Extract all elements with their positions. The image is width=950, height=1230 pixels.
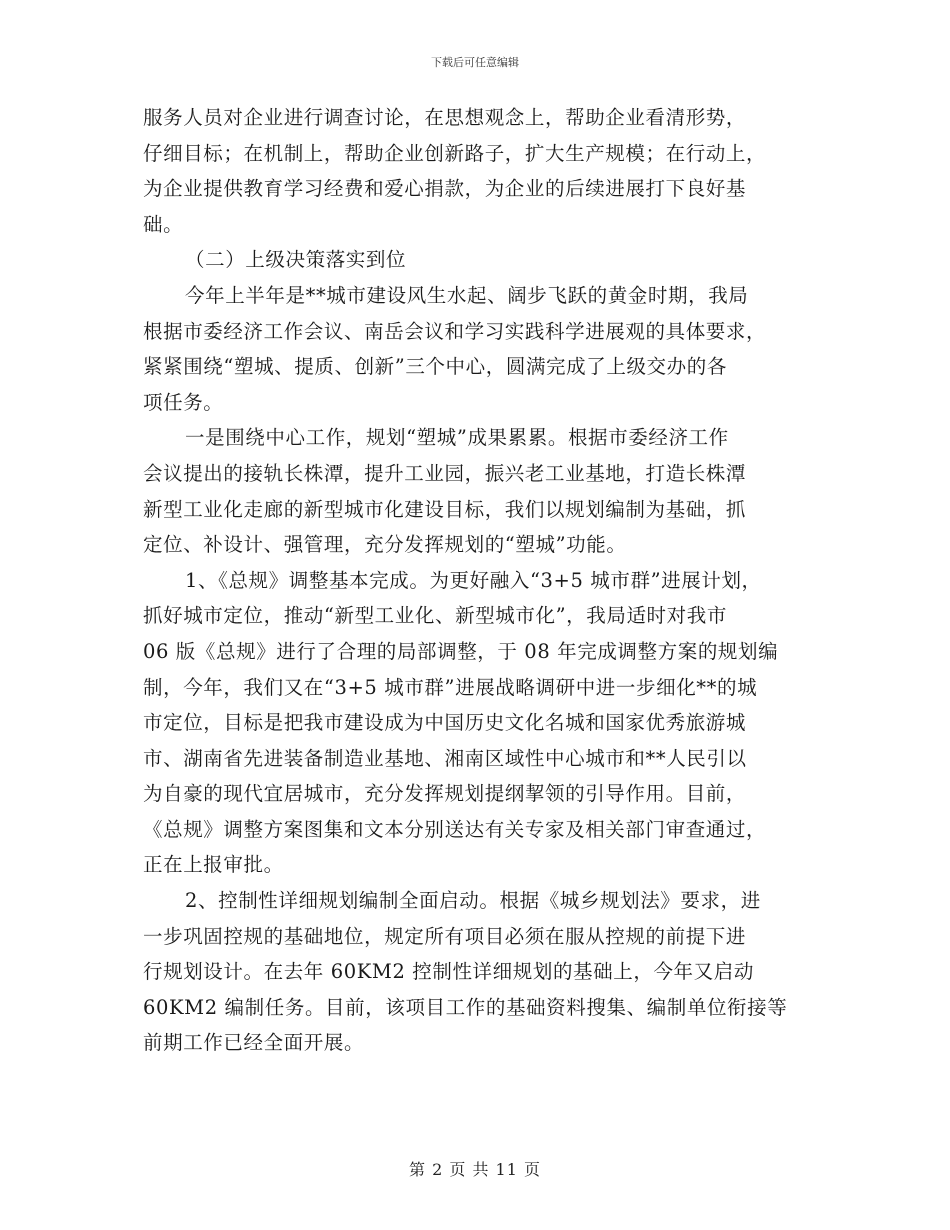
body-line: 前期工作已经全面开展。 [143, 1031, 365, 1055]
paragraph-first-line: 今年上半年是**城市建设风生水起、阔步飞跃的黄金时期，我局 [185, 283, 749, 307]
body-line: 市、湖南省先进装备制造业基地、湘南区域性中心城市和**人民引以 [143, 746, 747, 770]
body-line: 市定位，目标是把我市建设成为中国历史文化名城和国家优秀旅游城 [143, 711, 747, 735]
paragraph-first-line: 2、控制性详细规划编制全面启动。根据《城乡规划法》要求，进 [185, 889, 761, 913]
body-line: 根据市委经济工作会议、南岳会议和学习实践科学进展观的具体要求， [143, 319, 767, 343]
body-line: 会议提出的接轨长株潭，提升工业园，振兴老工业基地，打造长株潭 [143, 461, 747, 485]
body-line: 行规划设计。在去年 60KM2 控制性详细规划的基础上，今年又启动 [143, 960, 754, 984]
body-line: 服务人员对企业进行调查讨论，在思想观念上，帮助企业看清形势， [143, 106, 747, 129]
section-heading: （二）上级决策落实到位 [185, 248, 407, 272]
paragraph-first-line: 一是围绕中心工作，规划“塑城”成果累累。根据市委经济工作 [185, 426, 729, 450]
body-line: 定位、补设计、强管理，充分发挥规划的“塑城”功能。 [143, 533, 627, 557]
body-line: 项任务。 [143, 390, 224, 414]
body-line: 60KM2 编制任务。目前，该项目工作的基础资料搜集、编制单位衔接等 [143, 995, 788, 1019]
body-line: 制，今年，我们又在“3+5 城市群”进展战略调研中进一步细化**的城 [143, 675, 758, 699]
body-line: 为自豪的现代宜居城市，充分发挥规划提纲挈领的引导作用。目前， [143, 782, 747, 806]
body-line: 06 版《总规》进行了合理的局部调整，于 08 年完成调整方案的规划编 [143, 639, 779, 663]
body-line: 一步巩固控规的基础地位，规定所有项目必须在服从控规的前提下进 [143, 924, 747, 948]
paragraph-first-line: 1、《总规》调整基本完成。为更好融入“3+5 城市群”进展计划， [185, 568, 762, 592]
document-body [143, 100, 813, 1061]
page-header: 下载后可任意编辑 [431, 56, 519, 69]
body-line: 础。 [143, 212, 184, 236]
body-line: 新型工业化走廊的新型城市化建设目标，我们以规划编制为基础，抓 [143, 497, 747, 521]
body-line: 为企业提供教育学习经费和爱心捐款，为企业的后续进展打下良好基 [143, 177, 747, 201]
body-line: 《总规》调整方案图集和文本分别送达有关专家及相关部门审查通过， [143, 817, 767, 841]
body-line: 仔细目标；在机制上，帮助企业创新路子，扩大生产规模；在行动上， [143, 141, 767, 165]
body-line: 紧紧围绕“塑城、提质、创新”三个中心，圆满完成了上级交办的各 [143, 355, 727, 379]
body-line: 抓好城市定位，推动“新型工业化、新型城市化”，我局适时对我市 [143, 604, 727, 628]
body-line: 正在上报审批。 [143, 853, 284, 877]
page-number-footer: 第 2 页 共 11 页 [409, 1160, 541, 1179]
